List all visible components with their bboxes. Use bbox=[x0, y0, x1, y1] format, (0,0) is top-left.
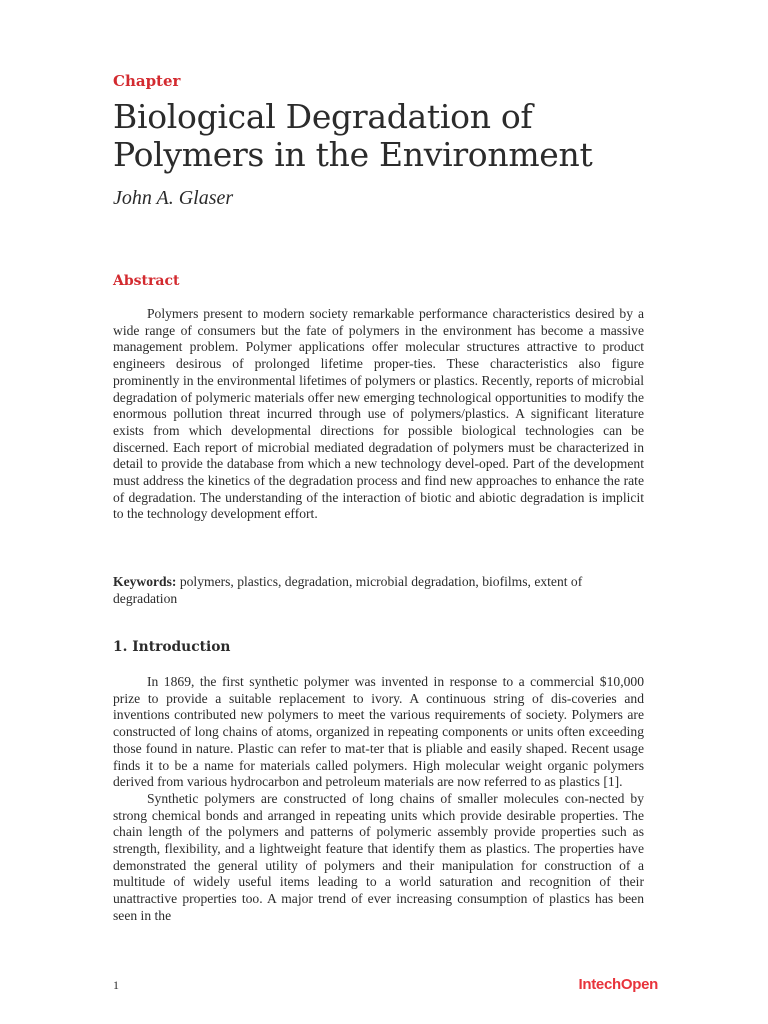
abstract-heading: Abstract bbox=[113, 273, 180, 289]
introduction-body bbox=[113, 674, 644, 925]
keywords-text: polymers, plastics, degradation, microbial degradation, biofilms, extent of degradation bbox=[113, 574, 583, 606]
keywords-label: Keywords: bbox=[113, 574, 177, 589]
chapter-title bbox=[113, 98, 658, 174]
intechopen-logo: IntechOpen bbox=[578, 976, 658, 993]
section-heading-introduction: 1. Introduction bbox=[113, 639, 231, 655]
title-line-1: Biological Degradation of bbox=[113, 97, 533, 136]
author-name: John A. Glaser bbox=[113, 187, 234, 209]
chapter-label: Chapter bbox=[113, 72, 181, 90]
document-page bbox=[113, 0, 658, 1024]
title-line-2: Polymers in the Environment bbox=[113, 135, 593, 174]
page-number: 1 bbox=[113, 978, 119, 992]
intro-paragraph-1: In 1869, the first synthetic polymer was invented in response to a commercial $10,000 prize to provide a suitable replacement to ivory. A continuous string of dis-coveries and inventions contributed new polymers to meet the various requirements of society. Polymers are constructed of long chains of atoms, organized in repeating components or units often exceeding those found in nature. Plastic can refer to mat-ter that is pliable and easily shaped. Recent usage finds it to be a name for materials called polymers. High molecular weight organic polymers derived from various hydrocarbon and petroleum materials are now referred to as plastics [1]. bbox=[113, 674, 644, 790]
intro-paragraph-2: Synthetic polymers are constructed of long chains of smaller molecules con-nected by strong chemical bonds and arranged in repeating units which provide desirable properties. The chain length of the polymers and patterns of polymeric assembly provide properties such as strength, flexibility, and a lightweight feature that identify them as plastics. The properties have demonstrated the general utility of polymers and their manipulation for construction of a multitude of widely useful items leading to a world saturation and recognition of their unattractive properties too. A major trend of ever increasing consumption of plastics has been seen in the bbox=[113, 790, 644, 923]
abstract-text: Polymers present to modern society remarkable performance characteristics desired by a wide range of consumers but the fate of polymers in the environment has become a massive management problem. Polymer applications offer molecular structures attractive to product engineers desirous of prolonged lifetime proper-ties. These characteristics also figure prominently in the environmental lifetimes of polymers or plastics. Recently, reports of microbial degradation of polymeric materials offer new emerging technological opportunities to modify the enormous pollution threat incurred through use of polymers/plastics. A significant literature exists from which developmental directions for possible biological technologies can be discerned. Each report of microbial mediated degradation of polymers must be characterized in detail to provide the database from which a new technology devel-oped. Part of the development must address the kinetics of the degradation process and find new approaches to enhance the rate of degradation. The understanding of the interaction of biotic and abiotic degradation is implicit to the technology development effort. bbox=[113, 306, 644, 522]
keywords bbox=[113, 574, 644, 607]
